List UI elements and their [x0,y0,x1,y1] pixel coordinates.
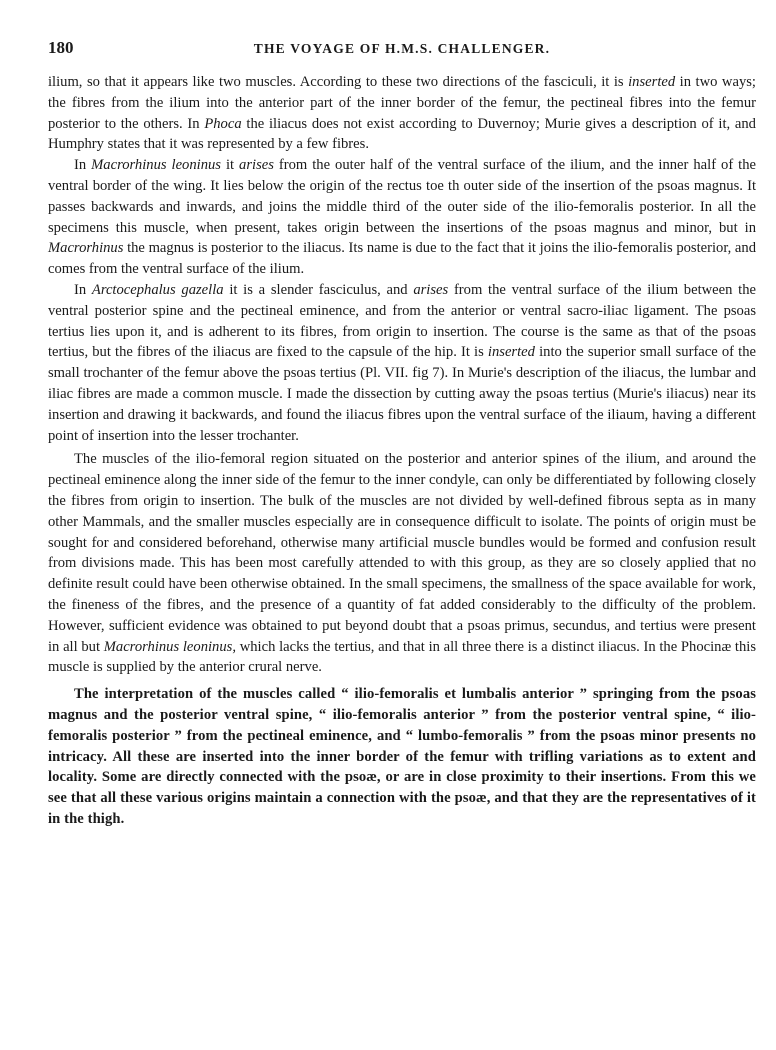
text-run: the magnus is posterior to the iliacus. Its name is due to the fact that it joins the ilio-femoralis posterior, and comes from the ventral surface of the ilium. [48,240,756,278]
text-run: In [74,281,92,298]
body-text [48,72,756,830]
text-run: The interpretation of the muscles called “ ilio-femoralis et lumbalis anterior ” springing from the psoas magnus and the posterior ventral spine, “ ilio-femoralis anterior ” from the posterior ventral spine, “ ilio-femoralis posterior ” from the pectineal eminence, and “ lumbo-femoralis ” from the psoas minor presents no intricacy. All these are inserted into the inner border of the femur with trifling variations as to extent and locality. Some are directly connected with the psoæ, or are in close proximity to their insertions. From this we see that all these various origins maintain a connection with the psoæ, and that they are the representatives of it in the thigh. [48,686,756,827]
running-title: THE VOYAGE OF H.M.S. CHALLENGER. [253,41,551,56]
italic-text-run: Phoca [204,115,242,132]
italic-text-run: Macrorhinus leoninus, [103,638,236,655]
paragraph-2 [48,155,756,280]
paragraph-1 [48,72,756,155]
paragraph-5 [48,684,756,830]
text-run: into the superior small surface of the small trochanter of the femur above the psoas tertius (Pl. VII. fig 7). In Murie's description of the iliacus, the lumbar and iliac fibres are made a common muscle. I made the dissection by cutting away the psoas tertius (Murie's iliacus) near its insertion and drawing it backwards, and found the iliacus fibres upon the ventral surface of the iliaum, having a different point of insertion into the lesser trochanter. [48,344,756,444]
text-run: it is a slender fasciculus, and [223,281,414,298]
italic-text-run: inserted [487,344,535,361]
text-run: the iliacus does not exist according to Duvernoy; Murie gives a description of it, and Humphry states that it was represented by a few fibres. [48,115,756,153]
text-run: The muscles of the ilio-femoral region situated on the posterior and anterior spines of the ilium, and around the pectineal eminence along the inner side of the femur to the inner condyle, can only be differentiated by following closely the fibres from origin to insertion. The bulk of the muscles are not divided by well-defined fibrous septa as in many other Mammals, and the smaller muscles especially are in consequence difficult to isolate. The points of origin must be sought for and considered beforehand, otherwise many artificial muscle bundles would be formed and confusion result from divisions made. This has been most carefully attended to with this group, as they are so closely applied that no definite result could have been otherwise obtained. In the small specimens, the smallness of the space available for work, the fineness of the fibres, and the presence of a quantity of fat added considerably to the difficulty of the problem. However, sufficient evidence was obtained to put beyond doubt that a psoas primus, secundus, and tertius were present in all but [48,451,756,655]
text-run: in two ways; the fibres from the ilium into the anterior part of the inner border of the femur, the pectineal fibres into the femur posterior to the others. In [48,74,756,132]
text-run: it [220,157,240,174]
text-run: In [74,157,92,174]
page-header [48,38,756,72]
text-run: from the ventral surface of the ilium between the ventral posterior spine and the pectineal eminence, and from the anterior or ventral sacro-iliac ligament. The psoas tertius lies upon it, and is adherent to its fibres, from origin to insertion. The course is the same as that of the psoas tertius, but the fibres of the iliacus are fixed to the capsule of the hip. It is [48,281,756,361]
italic-text-run: arises [239,157,274,174]
text-run: which lacks the tertius, and that in all three there is a distinct iliacus. In the Phocinæ this muscle is supplied by the anterior crural nerve. [48,638,756,676]
italic-text-run: inserted [628,74,676,90]
paragraph-3 [48,280,756,446]
text-run: from the outer half of the ventral surface of the ilium, and the inner half of the ventral border of the wing. It lies below the origin of the rectus toe th outer side of the insertion of the psoas magnus. It passes backwards and inwards, and joins the middle third of the outer side of the ilio-femoralis posterior. In all the specimens this muscle, when present, takes origin between the insertions of the psoas magnus and minor, but in [48,157,756,236]
italic-text-run: Macrorhinus leoninus [91,157,221,174]
italic-text-run: Arctocephalus gazella [91,281,224,298]
page [48,38,756,830]
italic-text-run: Macrorhinus [48,240,124,257]
italic-text-run: arises [413,281,449,298]
page-number: 180 [48,38,74,57]
paragraph-4 [48,449,756,678]
text-run: ilium, so that it appears like two muscles. According to these two directions of the fasciculi, it is [48,74,629,90]
